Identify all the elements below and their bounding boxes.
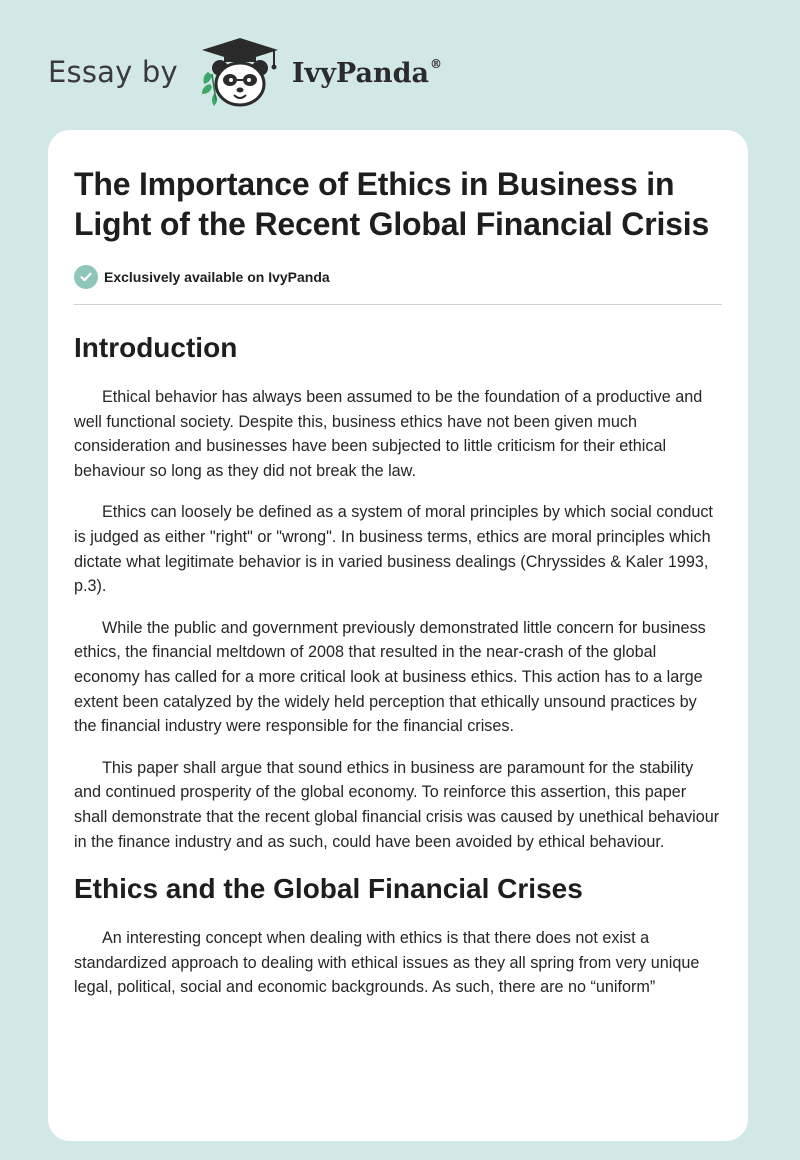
essay-card — [48, 130, 748, 1141]
panda-graduate-logo-icon[interactable] — [194, 36, 286, 108]
paragraph: While the public and government previously demonstrated little concern for business ethics, the financial meltdown of 2008 that resulted in the near-crash of the global economy has called for a more critical look at business ethics. This action has to a large extent been catalyzed by the widely held perception that ethically unsound practices by the financial industry were responsible for the financial crises. — [74, 618, 706, 736]
exclusive-badge — [74, 264, 722, 290]
site-header — [48, 36, 442, 108]
paragraph: Ethical behavior has always been assumed to be the foundation of a productive and well functional society. Despite this, business ethics have not been given much consideration and businesses have been subjected to little criticism for their ethical behaviour so long as they did not break the law. — [74, 388, 703, 480]
paragraph: Ethics can loosely be defined as a system of moral principles by which social conduct is judged as either "right" or "wrong". In business terms, ethics are moral principles which dictate what legitimate behavior is in varied business dealings (Chryssides & Kaler 1993, p.3). — [74, 503, 713, 596]
divider — [74, 304, 722, 305]
brand-name[interactable]: IvyPanda® — [291, 56, 442, 89]
check-circle-icon — [74, 265, 98, 289]
section-heading-introduction: Introduction — [74, 332, 238, 363]
paragraph: An interesting concept when dealing with ethics is that there does not exist a standardized approach to dealing with ethical issues as they all spring from very unique legal, political, social and economic backgrounds. As such, there are no “uniform” — [74, 929, 700, 997]
registered-mark: ® — [429, 56, 442, 71]
essay-by-label: Essay by — [48, 55, 178, 89]
essay-title: The Importance of Ethics in Business in Light of the Recent Global Financial Crisis — [74, 166, 710, 242]
paragraph: This paper shall argue that sound ethics in business are paramount for the stability and continued prosperity of the global economy. To reinforce this assertion, this paper shall demonstrate that the recent global financial crisis was caused by unethical behaviour in the finance industry and as such, could have been avoided by ethical behaviour. — [74, 758, 720, 851]
exclusive-badge-label: Exclusively available on IvyPanda — [104, 269, 330, 285]
section-heading-ethics: Ethics and the Global Financial Crises — [74, 873, 583, 905]
